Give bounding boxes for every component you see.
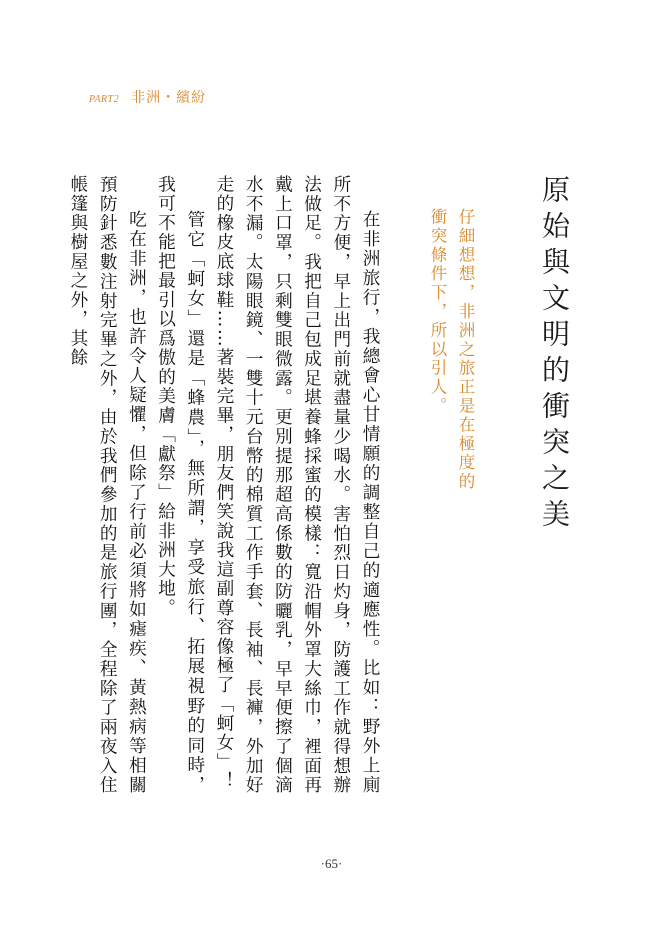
article-subtitle: 仔細想想，非洲之旅正是在極度的衝突條件下，所以引人。: [428, 208, 475, 492]
section-label: 非洲・繽紛: [131, 91, 207, 106]
article-title: 原始與文明的衝突之美: [538, 175, 571, 535]
running-head: [89, 87, 206, 107]
page-number: ·65·: [320, 856, 343, 871]
body-paragraph: 在非洲旅行，我總會心甘情願的調整自己的適應性。比如：野外上廁所不方便，早上出門前就盡量少喝水。害怕烈日灼身，防護工作就得想辦法做足。我把自己包成足堪養蜂採蜜的模樣：寬沿帽外罩大絲巾，裡面再戴上口罩，只剩雙眼微露。更別提那超高係數的防曬乳，早早便擦了個滴水不漏。太陽眼鏡、一雙十元台幣的棉質工作手套、長袖、長褲，外加好走的橡皮底球鞋……著裝完畢，朋友們笑說我這副尊容像極了「蚵女」！: [213, 175, 380, 795]
body-paragraph: 管它「蚵女」還是「蜂農」，無所謂，享受旅行、拓展視野的同時，我可不能把最引以爲傲的美膚「獻祭」給非洲大地。: [155, 175, 205, 795]
article-body: [67, 175, 384, 795]
part-label: PART2: [89, 94, 120, 105]
body-paragraph: 吃在非洲，也許令人疑懼，但除了行前必須將如瘧疾、黃熱病等相關預防針悉數注射完畢之外，由於我們參加的是旅行團，全程除了兩夜入住帳篷與樹屋之外，其餘: [67, 175, 147, 795]
